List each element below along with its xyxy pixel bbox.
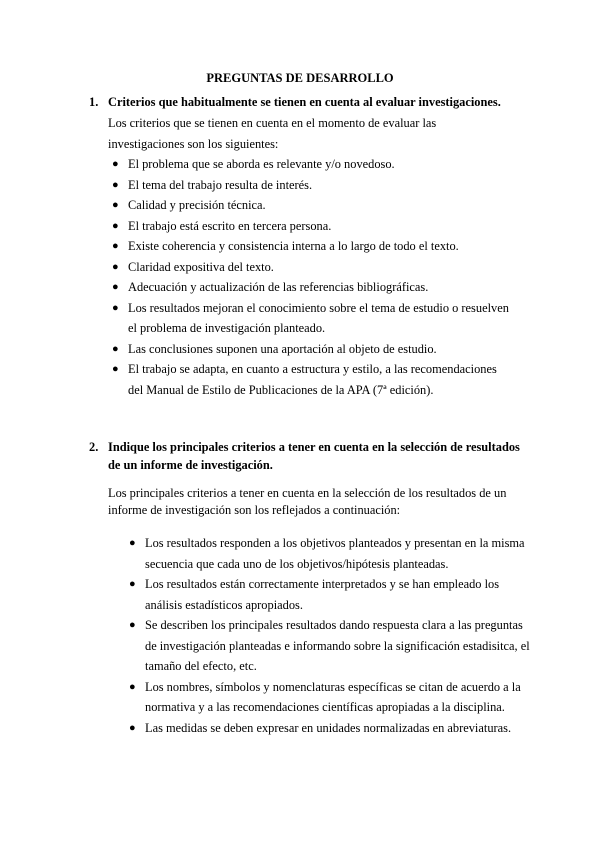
bullet-icon: ● xyxy=(112,158,119,170)
section2-heading-text: Indique los principales criterios a tener en cuenta en la selección de resultados de un informe de investigación. xyxy=(108,440,520,472)
bullet-icon: ● xyxy=(112,301,119,314)
section1-intro: Los criterios que se tienen en cuenta en el momento de evaluar las investigaciones son los siguientes: xyxy=(108,116,437,151)
bullet-icon: ● xyxy=(112,342,119,355)
list-item: ● Existe coherencia y consistencia interna a lo largo de todo el texto. xyxy=(128,236,513,257)
list-item: ● Se describen los principales resultados dando respuesta clara a las preguntas de investigación planteadas e informando sobre la significación estadisitca, el tamaño del efecto, etc. xyxy=(145,615,530,677)
bullet-icon: ● xyxy=(112,240,119,252)
section2-list xyxy=(129,533,530,738)
section2-number: 2. xyxy=(89,440,99,454)
list-item: ● Adecuación y actualización de las referencias bibliográficas. xyxy=(128,277,513,298)
bullet-icon: ● xyxy=(129,721,136,734)
bullet-icon: ● xyxy=(112,281,119,293)
section2-intro: Los principales criterios a tener en cuenta en la selección de los resultados de un informe de investigación son los reflejados a continuación: xyxy=(108,486,507,517)
list-item: ● El trabajo está escrito en tercera persona. xyxy=(128,216,513,237)
list-item: ● El trabajo se adapta, en cuanto a estructura y estilo, a las recomendaciones del Manual de Estilo de Publicaciones de la APA (7ª edición). xyxy=(128,359,513,400)
list-item: ● El tema del trabajo resulta de interés. xyxy=(128,175,513,196)
list-item: ● Calidad y precisión técnica. xyxy=(128,195,513,216)
bullet-icon: ● xyxy=(112,363,119,375)
list-item: ● Los resultados están correctamente interpretados y se han empleado los análisis estadísticos apropiados. xyxy=(145,574,530,615)
list-item: ● Claridad expositiva del texto. xyxy=(128,257,513,278)
section1-number: 1. xyxy=(89,95,99,109)
bullet-icon: ● xyxy=(112,199,119,211)
page-title: PREGUNTAS DE DESARROLLO xyxy=(206,71,394,85)
bullet-icon: ● xyxy=(129,680,136,693)
list-item: ● Los resultados mejoran el conocimiento sobre el tema de estudio o resuelven el problema de investigación planteado. xyxy=(128,298,513,339)
list-item: ● Las conclusiones suponen una aportación al objeto de estudio. xyxy=(128,339,513,360)
list-item: ● Los resultados responden a los objetivos planteados y presentan en la misma secuencia que cada uno de los objetivos/hipótesis planteadas. xyxy=(145,533,530,574)
list-item: ● Los nombres, símbolos y nomenclaturas específicas se citan de acuerdo a la normativa y a las recomendaciones científicas apropiadas a la disciplina. xyxy=(145,677,530,718)
bullet-icon: ● xyxy=(129,619,136,631)
bullet-icon: ● xyxy=(112,178,119,191)
list-item: ● El problema que se aborda es relevante y/o novedoso. xyxy=(128,154,513,175)
list-item: ● Las medidas se deben expresar en unidades normalizadas en abreviaturas. xyxy=(145,718,530,739)
bullet-icon: ● xyxy=(112,219,119,232)
bullet-icon: ● xyxy=(129,578,136,590)
bullet-icon: ● xyxy=(112,260,119,273)
section1-heading-text: Criterios que habitualmente se tienen en cuenta al evaluar investigaciones. xyxy=(108,95,501,109)
bullet-icon: ● xyxy=(129,537,136,549)
section1-list xyxy=(112,154,513,400)
